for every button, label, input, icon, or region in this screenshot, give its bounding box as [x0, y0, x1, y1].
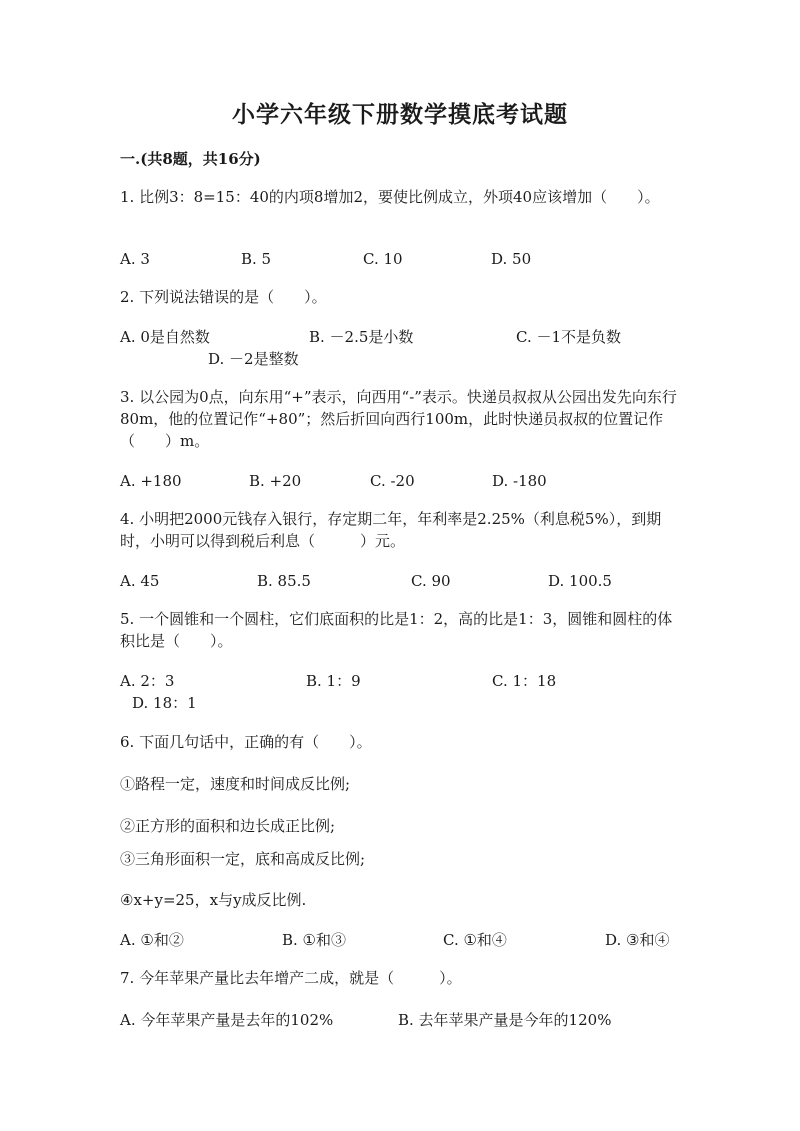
section-heading: 一.(共8题，共16分)	[120, 150, 261, 168]
question-2-option-c: C. －1不是负数	[516, 328, 622, 346]
question-5-stem: 5. 一个圆锥和一个圆柱，它们底面积的比是1：2，高的比是1：3，圆锥和圆柱的体积比是（ ）。	[120, 610, 673, 650]
question-1-stem: 1. 比例3：8=15：40的内项8增加2，要使比例成立，外项40应该增加（ ）。	[120, 188, 660, 206]
question-3-option-d: D. -180	[492, 472, 547, 490]
question-7-option-b: B. 去年苹果产量是今年的120%	[398, 1011, 612, 1029]
question-6-option-d: D. ③和④	[605, 931, 670, 949]
question-4-option-a: A. 45	[120, 572, 160, 590]
question-4-option-b: B. 85.5	[257, 572, 311, 590]
question-6-statement-4: ④x+y=25，x与y成反比例.	[120, 891, 307, 909]
question-4-option-c: C. 90	[411, 572, 451, 590]
question-1-option-d: D. 50	[491, 250, 532, 268]
question-3-stem: 3. 以公园为0点，向东用“+”表示，向西用“-”表示。快递员叔叔从公园出发先向东行80m，他的位置记作“+80”；然后折回向西行100m，此时快递员叔叔的位置记作（ ）m。	[120, 388, 677, 450]
question-5-option-c: C. 1：18	[492, 672, 557, 690]
question-6-statement-3: ③三角形面积一定，底和高成反比例;	[120, 850, 366, 868]
question-1-option-a: A. 3	[120, 250, 150, 268]
question-2-option-d: D. －2是整数	[208, 350, 299, 368]
question-3-option-a: A. +180	[120, 472, 182, 490]
question-2-stem: 2. 下列说法错误的是（ ）。	[120, 288, 327, 306]
question-6-stem: 6. 下面几句话中，正确的有（ ）。	[120, 733, 372, 751]
question-6-statement-1: ①路程一定，速度和时间成反比例;	[120, 775, 351, 793]
question-5-option-d: D. 18：1	[132, 694, 197, 712]
question-3-option-b: B. +20	[249, 472, 302, 490]
question-7-option-a: A. 今年苹果产量是去年的102%	[120, 1011, 334, 1029]
question-6-option-a: A. ①和②	[120, 931, 184, 949]
question-6-statement-2: ②正方形的面积和边长成正比例;	[120, 817, 336, 835]
question-3-option-c: C. -20	[370, 472, 415, 490]
question-6-option-c: C. ①和④	[443, 931, 507, 949]
question-6-option-b: B. ①和③	[282, 931, 347, 949]
question-5-option-a: A. 2：3	[120, 672, 175, 690]
question-4-option-d: D. 100.5	[548, 572, 612, 590]
question-5-option-b: B. 1：9	[306, 672, 361, 690]
question-4-stem: 4. 小明把2000元钱存入银行，存定期二年，年利率是2.25%（利息税5%），到期时，小明可以得到税后利息（ ）元。	[120, 510, 662, 550]
question-1-option-c: C. 10	[363, 250, 403, 268]
question-7-stem: 7. 今年苹果产量比去年增产二成，就是（ ）。	[120, 969, 462, 987]
question-2-option-b: B. －2.5是小数	[309, 328, 414, 346]
question-2-option-a: A. 0是自然数	[120, 328, 210, 346]
page-title: 小学六年级下册数学摸底考试题	[232, 101, 568, 128]
question-1-option-b: B. 5	[241, 250, 272, 268]
